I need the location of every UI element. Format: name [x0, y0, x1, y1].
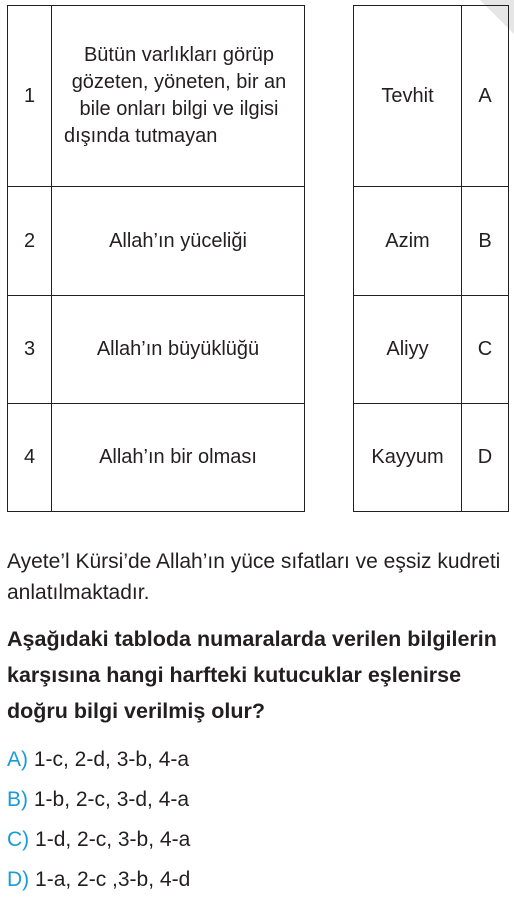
statement-row: [8, 187, 305, 296]
answer-option-c[interactable]: [7, 820, 190, 860]
term-row: [354, 404, 509, 512]
statement-text: Allah’ın yüceliği: [52, 187, 305, 296]
term-text: Azim: [354, 187, 462, 296]
statement-text: Bütün varlıkları görüp gözeten, yöneten, bir an bile onları bilgi ve ilgisi dışında tutmayan: [52, 6, 305, 187]
statement-row: [8, 404, 305, 512]
statement-number: 4: [8, 404, 52, 512]
option-text: 1-c, 2-d, 3-b, 4-a: [33, 748, 190, 771]
term-text: Kayyum: [354, 404, 462, 512]
question-stem: Ayete’l Kürsi’de Allah’ın yüce sıfatları ve eşsiz kudreti anlatılmaktadır.: [7, 550, 501, 604]
statement-text: Allah’ın büyüklüğü: [52, 296, 305, 404]
statement-row: [8, 6, 305, 187]
term-row: [354, 296, 509, 404]
term-letter: B: [462, 187, 509, 296]
answer-option-d[interactable]: [7, 860, 190, 900]
option-letter: A): [7, 748, 28, 771]
term-letter: D: [462, 404, 509, 512]
option-text: 1-b, 2-c, 3-d, 4-a: [33, 788, 190, 811]
statement-number: 2: [8, 187, 52, 296]
term-letter: A: [462, 6, 509, 187]
option-letter: D): [7, 868, 30, 891]
statement-number: 3: [8, 296, 52, 404]
term-text: Tevhit: [354, 6, 462, 187]
answer-option-b[interactable]: [7, 780, 190, 820]
option-text: 1-d, 2-c, 3-b, 4-a: [35, 828, 191, 851]
option-text: 1-a, 2-c ,3-b, 4-d: [35, 868, 191, 891]
answer-options: [7, 740, 190, 900]
terms-table: [353, 5, 509, 512]
option-letter: B): [7, 788, 28, 811]
option-letter: C): [7, 828, 30, 851]
term-text: Aliyy: [354, 296, 462, 404]
term-letter: C: [462, 296, 509, 404]
term-row: [354, 6, 509, 187]
statements-table: [7, 5, 305, 512]
term-row: [354, 187, 509, 296]
statement-number: 1: [8, 6, 52, 187]
statement-row: [8, 296, 305, 404]
statement-text: Allah’ın bir olması: [52, 404, 305, 512]
answer-option-a[interactable]: [7, 740, 190, 780]
question-text: Aşağıdaki tabloda numaralarda verilen bilgilerin karşısına hangi harfteki kutucuklar eşlenirse doğru bilgi verilmiş olur?: [7, 627, 497, 723]
